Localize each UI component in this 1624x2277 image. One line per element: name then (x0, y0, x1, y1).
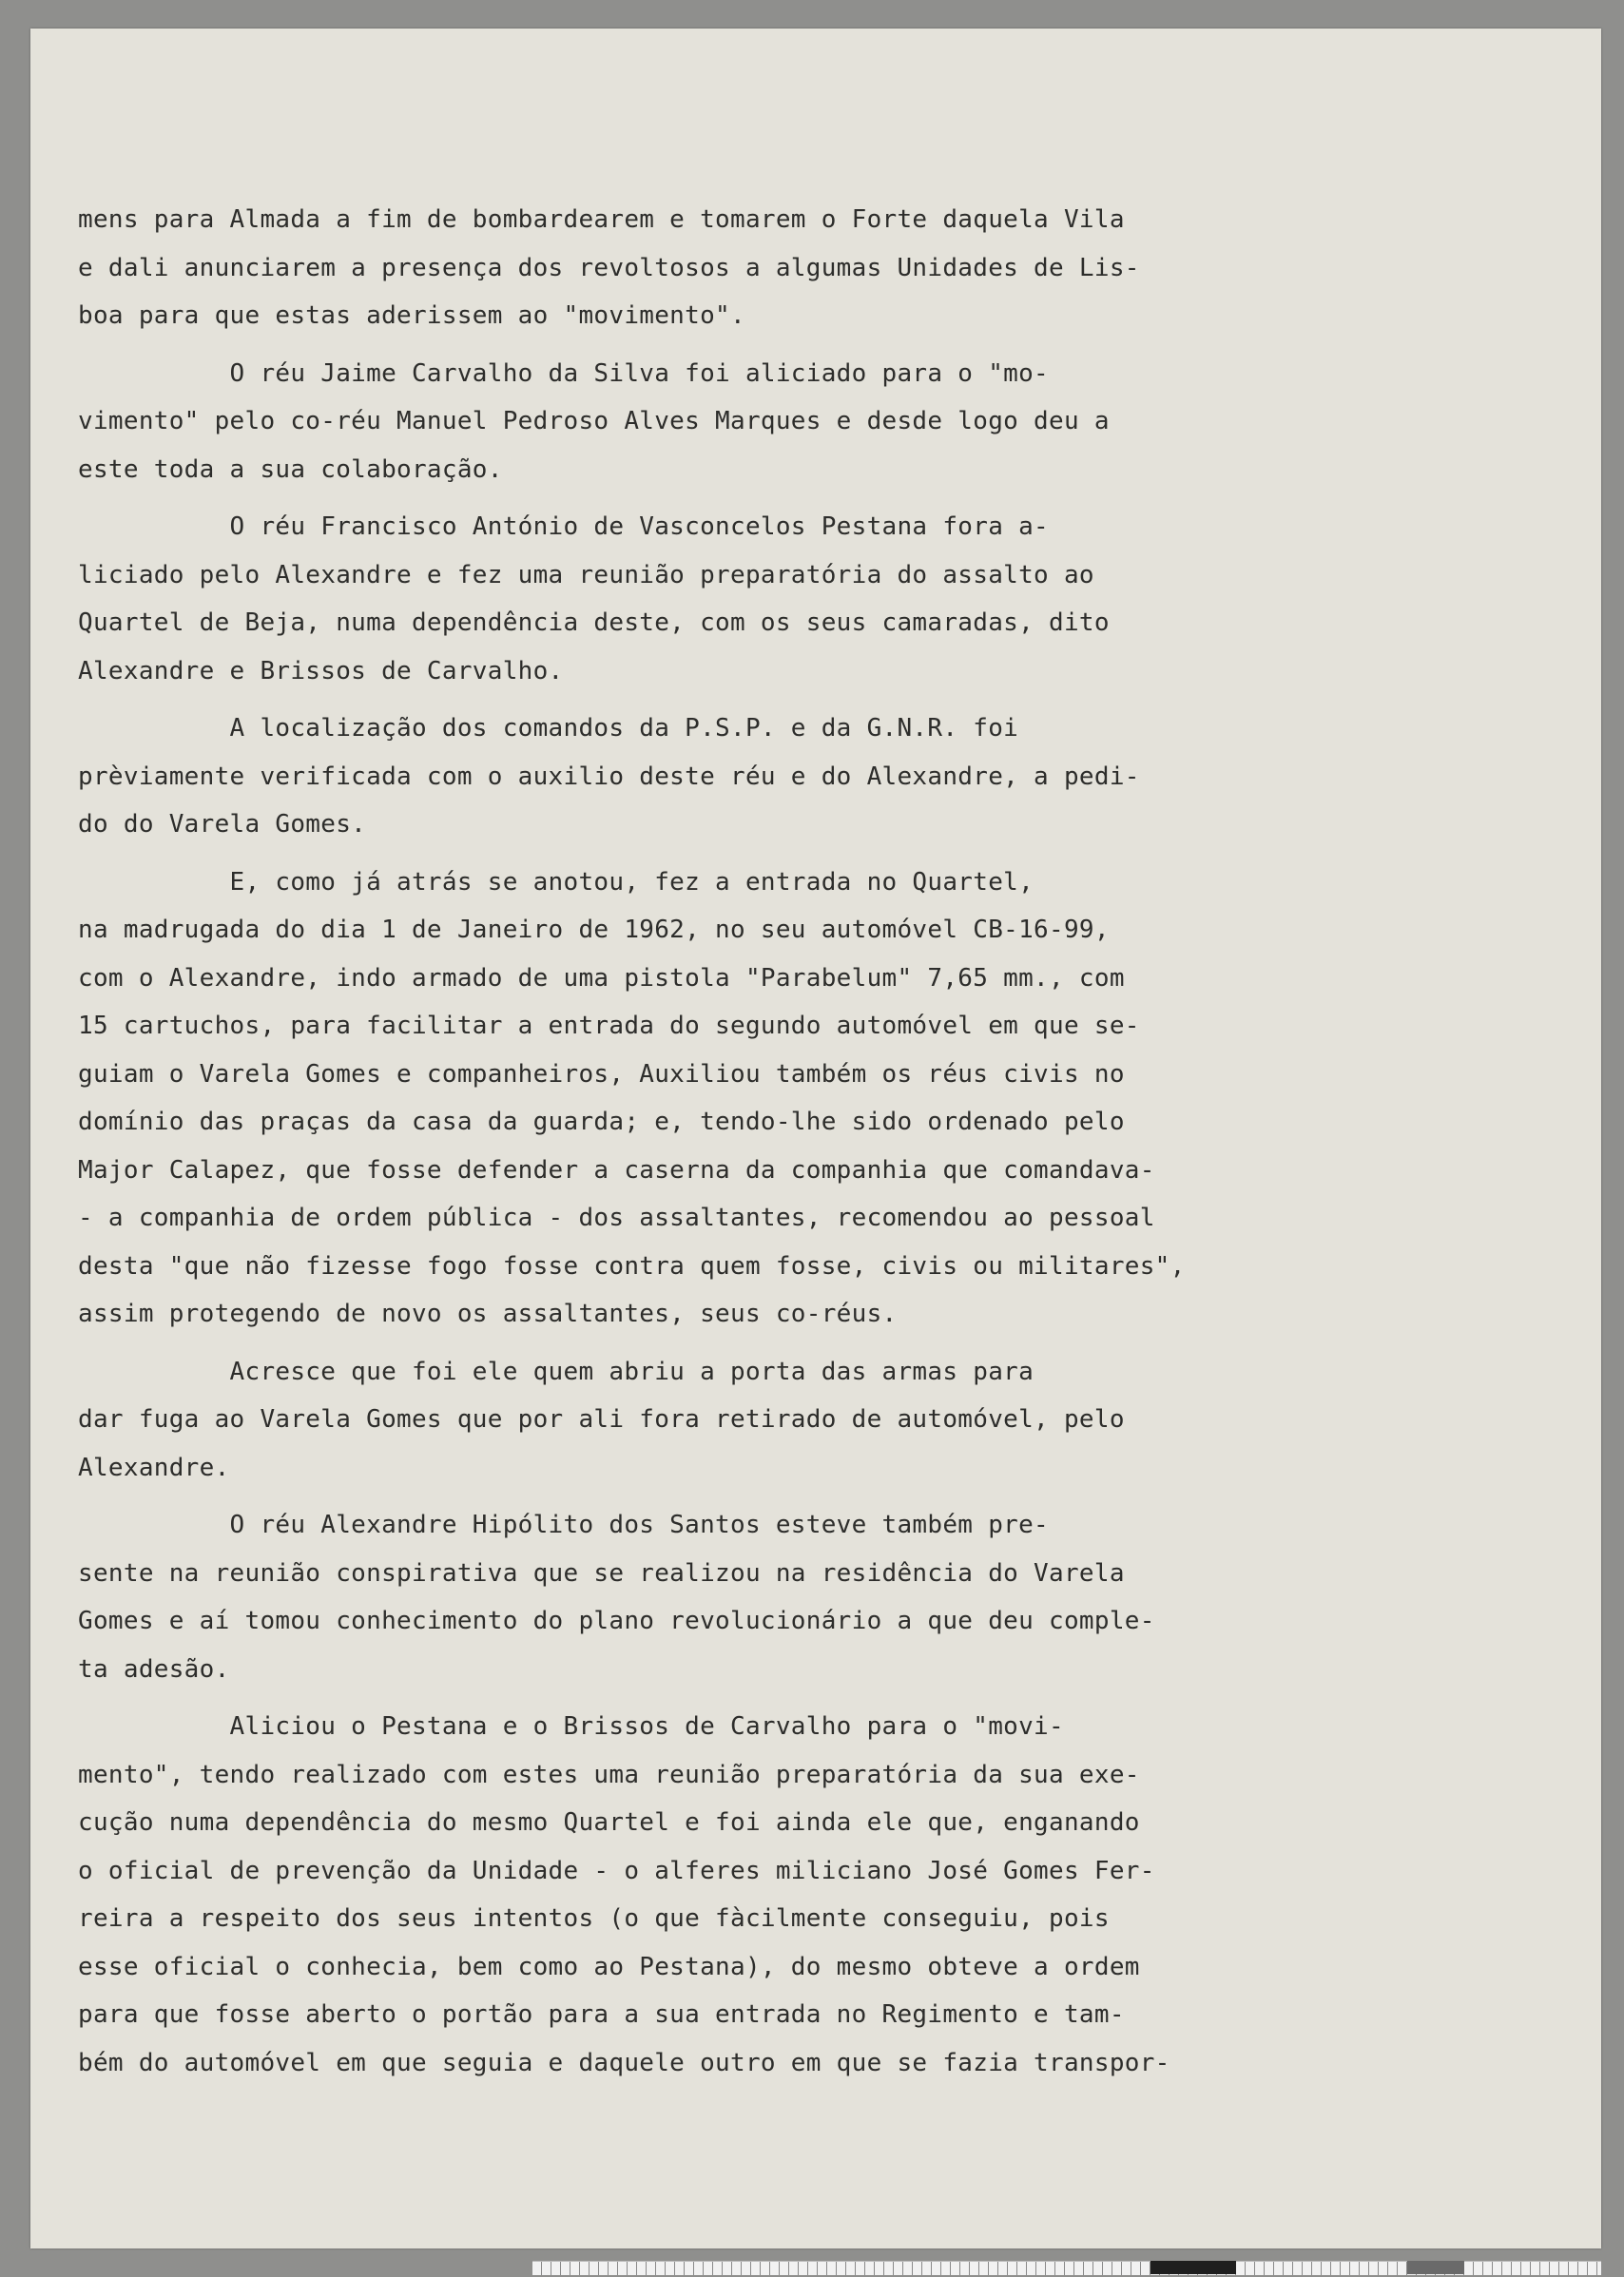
document-body (78, 196, 1333, 2087)
text-line: Major Calapez, que fosse defender a caserna da companhia que comandava- (78, 1155, 1155, 1185)
text-line: Alexandre e Brissos de Carvalho. (78, 656, 564, 685)
text-line: O réu Francisco António de Vasconcelos Pestana fora a- (78, 512, 1050, 541)
text-line: e dali anunciarem a presença dos revoltosos a algumas Unidades de Lis- (78, 253, 1140, 282)
text-line: vimento" pelo co-réu Manuel Pedroso Alves Marques e desde logo deu a (78, 407, 1110, 435)
paragraph (78, 1501, 1333, 1693)
text-line: sente na reunião conspirativa que se realizou na residência do Varela (78, 1558, 1125, 1588)
paragraph (78, 1703, 1333, 2087)
text-line: ta adesão. (78, 1654, 230, 1684)
text-line: esse oficial o conhecia, bem como ao Pestana), do mesmo obteve a ordem (78, 1952, 1140, 1981)
text-line: para que fosse aberto o portão para a sua entrada no Regimento e tam- (78, 2000, 1125, 2029)
text-line: O réu Alexandre Hipólito dos Santos esteve também pre- (78, 1511, 1050, 1539)
paragraph (78, 196, 1333, 340)
text-line: boa para que estas aderissem ao "movimento". (78, 301, 745, 330)
document-page (30, 29, 1601, 2248)
text-line: cução numa dependência do mesmo Quartel e foi ainda ele que, enganando (78, 1808, 1140, 1837)
text-line: domínio das praças da casa da guarda; e, tendo-lhe sido ordenado pelo (78, 1108, 1125, 1136)
text-line: reira a respeito dos seus intentos (o que fàcilmente conseguiu, pois (78, 1904, 1110, 1933)
paragraph (78, 350, 1333, 494)
text-line: dar fuga ao Varela Gomes que por ali fora retirado de automóvel, pelo (78, 1405, 1125, 1434)
text-line: com o Alexandre, indo armado de uma pistola "Parabelum" 7,65 mm., com (78, 963, 1125, 993)
text-line: bém do automóvel em que seguia e daquele outro em que se fazia transpor- (78, 2048, 1170, 2077)
text-line: o oficial de prevenção da Unidade - o alferes miliciano José Gomes Fer- (78, 1856, 1155, 1885)
text-line: Gomes e aí tomou conhecimento do plano revolucionário a que deu comple- (78, 1607, 1155, 1635)
text-line: prèviamente verificada com o auxilio deste réu e do Alexandre, a pedi- (78, 762, 1140, 791)
text-line: Alexandre. (78, 1453, 230, 1482)
text-line: Quartel de Beja, numa dependência deste, com os seus camaradas, dito (78, 608, 1110, 637)
paragraph (78, 859, 1333, 1339)
text-line: assim protegendo de novo os assaltantes, seus co-réus. (78, 1300, 898, 1328)
text-line: guiam o Varela Gomes e companheiros, Auxiliou também os réus civis no (78, 1059, 1125, 1089)
text-line: O réu Jaime Carvalho da Silva foi aliciado para o "mo- (78, 358, 1050, 388)
scan-ruler-black-segment (1150, 2261, 1236, 2274)
scan-ruler-gray-segment (1407, 2261, 1464, 2274)
text-line: liciado pelo Alexandre e fez uma reunião preparatória do assalto ao (78, 560, 1094, 589)
text-line: do do Varela Gomes. (78, 810, 367, 839)
paragraph (78, 1348, 1333, 1493)
paragraph (78, 503, 1333, 695)
text-line: desta "que não fizesse fogo fosse contra quem fosse, civis ou militares", (78, 1251, 1186, 1281)
text-line: A localização dos comandos da P.S.P. e da G.N.R. foi (78, 714, 1019, 743)
text-line: mento", tendo realizado com estes uma reunião preparatória da sua exe- (78, 1760, 1140, 1789)
text-line: 15 cartuchos, para facilitar a entrada do segundo automóvel em que se- (78, 1012, 1140, 1040)
text-line: - a companhia de ordem pública - dos assaltantes, recomendou ao pessoal (78, 1204, 1155, 1232)
paragraph (78, 704, 1333, 849)
text-line: este toda a sua colaboração. (78, 454, 503, 484)
text-line: E, como já atrás se anotou, fez a entrada no Quartel, (78, 867, 1034, 897)
text-line: na madrugada do dia 1 de Janeiro de 1962, no seu automóvel CB-16-99, (78, 916, 1110, 944)
text-line: Acresce que foi ele quem abriu a porta das armas para (78, 1357, 1034, 1386)
text-line: Aliciou o Pestana e o Brissos de Carvalho para o "movi- (78, 1712, 1064, 1741)
text-line: mens para Almada a fim de bombardearem e tomarem o Forte daquela Vila (78, 205, 1125, 234)
